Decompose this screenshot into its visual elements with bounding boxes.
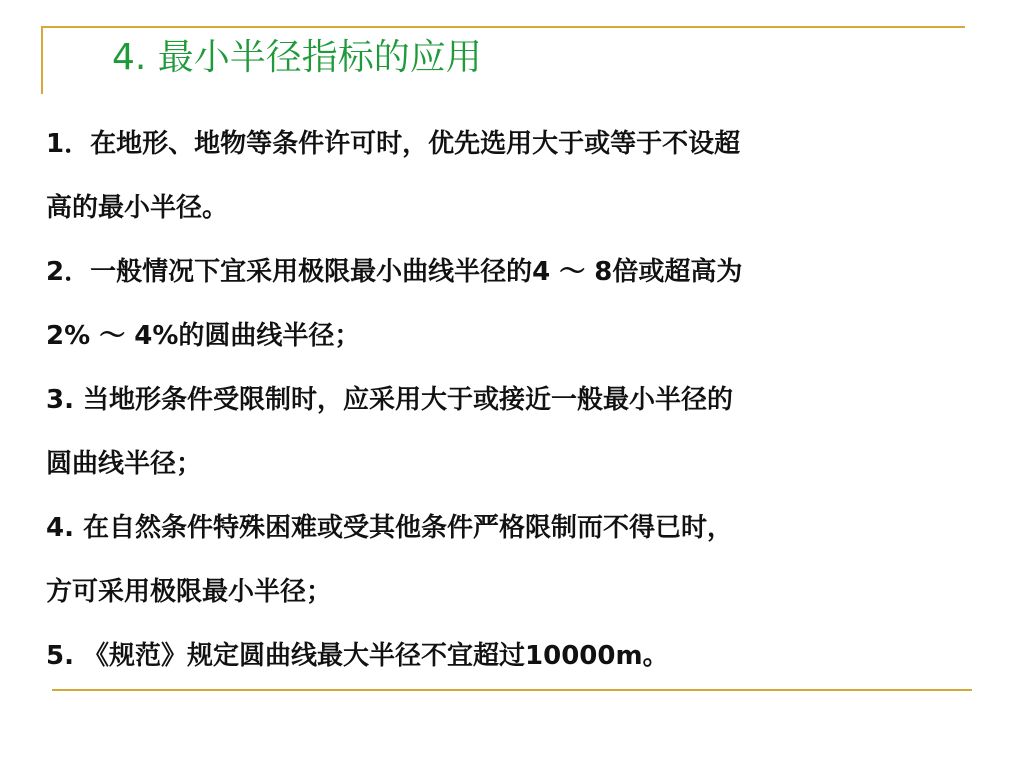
bottom-divider — [52, 689, 972, 691]
body-line-8: 方可采用极限最小半径； — [46, 577, 333, 607]
body-line-3: 2．一般情况下宜采用极限最小曲线半径的4 ～ 8倍或超高为 — [46, 257, 743, 287]
left-divider — [41, 26, 43, 94]
body-line-4: 2% ～ 4%的圆曲线半径； — [46, 321, 361, 351]
body-line-7: 4. 在自然条件特殊困难或受其他条件严格限制而不得已时， — [46, 513, 734, 543]
body-line-6: 圆曲线半径； — [46, 449, 203, 479]
body-line-9: 5. 《规范》规定圆曲线最大半径不宜超过10000m。 — [46, 641, 669, 671]
slide-body — [46, 112, 966, 688]
body-line-1: 1．在地形、地物等条件许可时，优先选用大于或等于不设超 — [46, 129, 741, 159]
top-divider — [41, 26, 965, 28]
body-line-2: 高的最小半径。 — [46, 193, 229, 223]
body-line-5: 3. 当地形条件受限制时，应采用大于或接近一般最小半径的 — [46, 385, 734, 415]
slide-title: 4. 最小半径指标的应用 — [112, 37, 482, 78]
